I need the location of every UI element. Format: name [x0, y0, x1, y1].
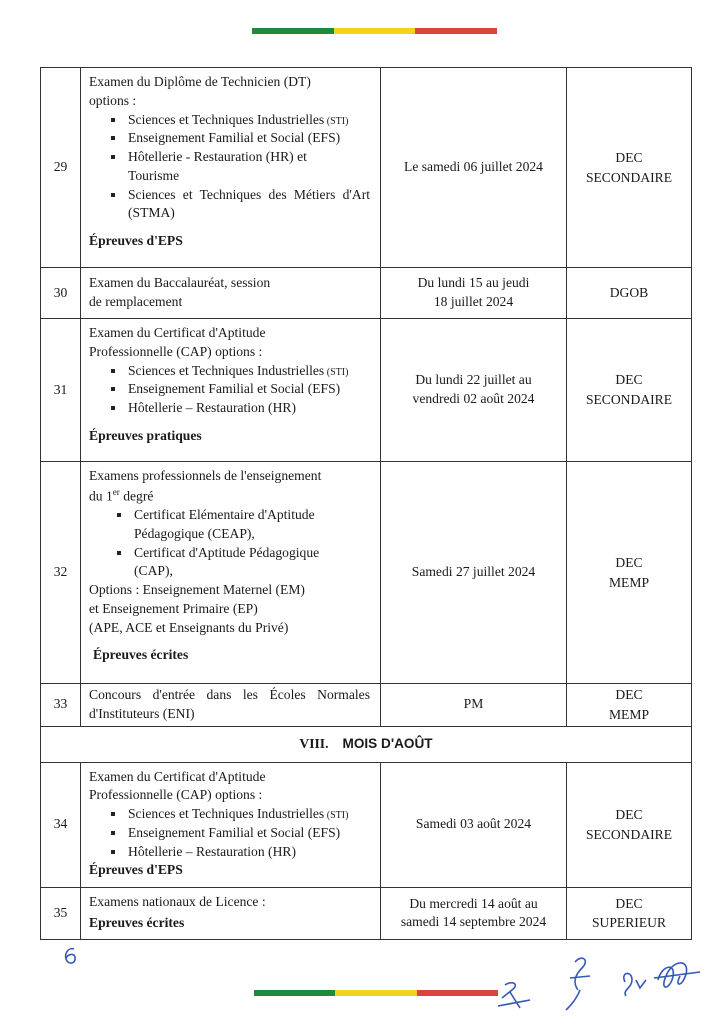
list-item	[111, 111, 370, 130]
organizer-line: SECONDAIRE	[585, 392, 673, 407]
organizer-line: DEC	[615, 554, 643, 570]
flag-red-band	[417, 990, 498, 996]
organizer	[567, 268, 692, 319]
list-item	[117, 506, 370, 544]
table-row	[41, 684, 692, 727]
organizer	[567, 462, 692, 684]
flag-stripe-bottom	[254, 990, 498, 996]
exam-description	[81, 268, 381, 319]
list-item	[111, 380, 370, 399]
row-number: 29	[41, 68, 81, 268]
flag-red-band	[415, 28, 497, 34]
row-number: 33	[41, 684, 81, 727]
exam-type-footer: Épreuves d'EPS	[89, 862, 183, 878]
table-row	[41, 319, 692, 462]
exam-calendar-table	[40, 67, 692, 940]
table-row	[41, 462, 692, 684]
organizer-line: DEC	[615, 806, 643, 822]
organizer	[567, 68, 692, 268]
degree-suffix: degré	[119, 488, 154, 504]
option-label: Hôtellerie – Restauration (HR)	[128, 843, 296, 859]
organizer-line: DEC	[615, 149, 643, 165]
organizer-line: MEMP	[608, 706, 650, 722]
section-title: MOIS D'AOÛT	[342, 735, 433, 751]
organizer-line: SUPERIEUR	[591, 915, 667, 931]
exam-title-line: Professionnelle (CAP) options :	[89, 343, 263, 359]
option-label: Enseignement Familial et Social (EFS)	[128, 381, 341, 397]
options-list	[89, 362, 370, 418]
option-abbr: (STI)	[324, 115, 349, 127]
flag-yellow-band	[335, 990, 416, 996]
list-item	[111, 129, 370, 148]
flag-green-band	[252, 28, 334, 34]
exam-date: Le samedi 06 juillet 2024	[381, 68, 567, 268]
organizer	[567, 762, 692, 887]
exam-title-line: Examens professionnels de l'enseignement	[89, 468, 322, 483]
exam-type-footer: Épreuves écrites	[93, 647, 189, 663]
list-item	[111, 843, 370, 862]
option-label: Sciences et Techniques Industrielles	[128, 806, 325, 821]
flag-stripe-top	[252, 28, 497, 34]
organizer	[567, 684, 692, 727]
exam-description	[81, 68, 381, 268]
exam-options-line: et Enseignement Primaire (EP)	[89, 600, 258, 616]
exam-date: PM	[381, 684, 567, 727]
organizer-line: SECONDAIRE	[585, 169, 673, 185]
option-label: Sciences et Techniques Industrielles	[128, 111, 325, 127]
option-abbr: (STI)	[324, 366, 349, 378]
section-roman-numeral: VIII.	[299, 735, 329, 751]
list-item	[111, 824, 370, 843]
exam-title-line: options :	[89, 92, 137, 108]
list-item	[111, 186, 370, 224]
list-item	[111, 399, 370, 418]
exam-date: Du lundi 22 juillet au vendredi 02 août 2024	[381, 319, 567, 462]
row-number: 35	[41, 887, 81, 940]
exam-title-line: Examens nationaux de Licence :	[89, 893, 266, 909]
section-heading	[41, 726, 692, 762]
exam-options-line: (APE, ACE et Enseignants du Privé)	[89, 619, 289, 635]
table-row	[41, 68, 692, 268]
organizer-line: SECONDAIRE	[585, 826, 673, 842]
table-row	[41, 268, 692, 319]
options-list	[89, 506, 370, 581]
organizer-line: DEC	[615, 895, 643, 911]
option-label: Hôtellerie - Restauration (HR) et Tourisme	[128, 149, 307, 183]
exam-description	[81, 762, 381, 887]
degree-superscript: er	[112, 486, 120, 497]
option-label: Sciences et Techniques Industrielles	[128, 362, 325, 378]
exam-title-line	[89, 486, 370, 506]
row-number: 32	[41, 462, 81, 684]
organizer-line: DEC	[615, 687, 643, 703]
list-item	[111, 362, 370, 381]
list-item	[111, 805, 370, 824]
organizer	[567, 887, 692, 940]
degree-prefix: du 1	[89, 488, 113, 504]
exam-title-line: Examen du Certificat d'Aptitude	[89, 325, 266, 340]
exam-type-footer: Épreuves d'EPS	[89, 233, 183, 248]
row-number: 31	[41, 319, 81, 462]
organizer-line: DEC	[615, 372, 643, 388]
flag-yellow-band	[334, 28, 416, 34]
organizer-line: MEMP	[608, 574, 650, 590]
exam-title-line: Examen du Diplôme de Technicien (DT)	[89, 74, 311, 89]
exam-title-line: Concours d'entrée dans les Écoles Normales	[89, 687, 370, 702]
option-label: Enseignement Familial et Social (EFS)	[128, 824, 341, 840]
exam-title-line: de remplacement	[89, 293, 183, 309]
option-label: Hôtellerie – Restauration (HR)	[128, 400, 296, 415]
organizer	[567, 319, 692, 462]
table-row	[41, 887, 692, 940]
handwritten-initials	[490, 950, 720, 1020]
exam-description	[81, 684, 381, 727]
exam-type-footer: Épreuves pratiques	[89, 427, 202, 443]
exam-description	[81, 462, 381, 684]
exam-title-line: d'Instituteurs (ENI)	[89, 705, 195, 721]
row-number: 30	[41, 268, 81, 319]
option-label: Certificat d'Aptitude Pédagogique (CAP),	[134, 544, 320, 579]
exam-title-line: Examen du Baccalauréat, session	[89, 274, 271, 290]
options-list	[89, 111, 370, 224]
handwritten-mark-left	[60, 945, 82, 969]
options-list	[89, 805, 370, 861]
section-header-row	[41, 726, 692, 762]
exam-title-line: Examen du Certificat d'Aptitude	[89, 768, 266, 784]
exam-date: Samedi 03 août 2024	[381, 762, 567, 887]
exam-date: Du lundi 15 au jeudi 18 juillet 2024	[381, 268, 567, 319]
table-row	[41, 762, 692, 887]
exam-date: Du mercredi 14 août au samedi 14 septembre 2024	[381, 887, 567, 940]
option-label: Sciences et Techniques des Métiers d'Art (STMA)	[128, 186, 370, 221]
list-item	[111, 148, 370, 186]
exam-date: Samedi 27 juillet 2024	[381, 462, 567, 684]
exam-type-footer: Epreuves écrites	[89, 915, 185, 931]
exam-options-line: Options : Enseignement Maternel (EM)	[89, 582, 305, 598]
flag-green-band	[254, 990, 335, 996]
exam-title-line: Professionnelle (CAP) options :	[89, 787, 263, 803]
option-label: Certificat Elémentaire d'Aptitude Pédagogique (CEAP),	[134, 507, 315, 541]
organizer-line: DGOB	[609, 285, 649, 301]
exam-description	[81, 319, 381, 462]
exam-description	[81, 887, 381, 940]
option-label: Enseignement Familial et Social (EFS)	[128, 130, 341, 146]
row-number: 34	[41, 762, 81, 887]
list-item	[117, 544, 370, 582]
option-abbr: (STI)	[324, 810, 349, 821]
